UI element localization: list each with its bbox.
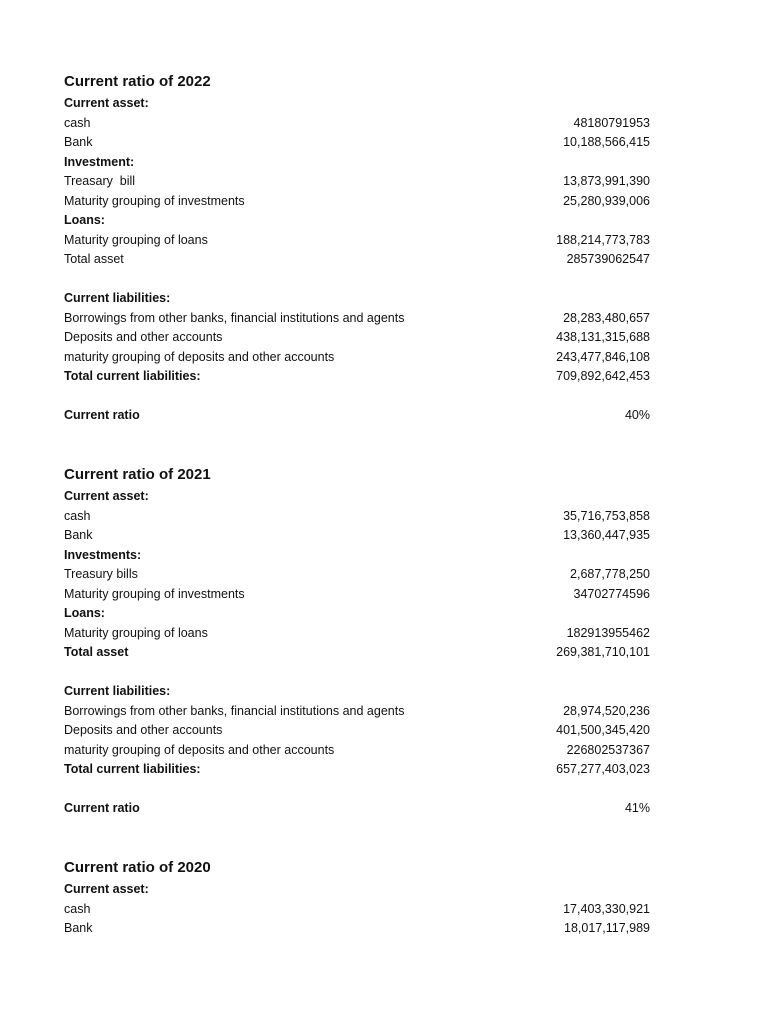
maturity-deposits-row (64, 741, 650, 761)
maturity-deposits-row (64, 348, 650, 368)
bank-row (64, 526, 650, 546)
current-asset-heading: Current asset: (64, 96, 149, 110)
treasury-value: 13,873,991,390 (563, 174, 650, 188)
bank-value: 10,188,566,415 (563, 135, 650, 149)
current-ratio-value: 41% (624, 801, 650, 815)
loans-heading: Loans: (64, 213, 105, 227)
treasury-label: Treasury bills (64, 567, 138, 581)
current-ratio-label: Current ratio (64, 801, 140, 815)
investment-heading: Investments: (64, 547, 142, 562)
maturity-deposits-value: 226802537367 (566, 742, 650, 757)
total-asset-value: 285739062547 (566, 252, 650, 266)
total-current-liabilities-label: Total current liabilities: (64, 762, 201, 776)
total-current-liabilities-value: 657,277,403,023 (556, 762, 650, 776)
deposits-row (64, 721, 650, 741)
bank-row (64, 919, 650, 939)
total-current-liabilities-row (64, 367, 650, 387)
maturity-loans-label: Maturity grouping of loans (64, 232, 208, 247)
maturity-deposits-label: maturity grouping of deposits and other accounts (64, 742, 335, 757)
current-ratio-value: 40% (624, 408, 650, 422)
bank-value: 18,017,117,989 (564, 921, 650, 935)
total-asset-row (64, 250, 650, 270)
current-liabilities-heading: Current liabilities: (64, 684, 171, 698)
borrowings-value: 28,974,520,236 (563, 703, 650, 718)
maturity-investments-value: 34702774596 (573, 586, 650, 601)
current-liabilities-heading: Current liabilities: (64, 291, 171, 305)
bank-label: Bank (64, 135, 93, 149)
deposits-value: 438,131,315,688 (556, 330, 650, 344)
maturity-deposits-label: maturity grouping of deposits and other accounts (64, 349, 335, 364)
maturity-investments-row (64, 192, 650, 212)
maturity-investments-row (64, 585, 650, 605)
total-asset-label: Total asset (64, 645, 129, 659)
treasury-row (64, 565, 650, 585)
total-asset-label: Total asset (64, 252, 124, 266)
section-title: Current ratio of 2022 (64, 73, 211, 90)
cash-value: 48180791953 (573, 115, 650, 130)
borrowings-label: Borrowings from other banks, financial institutions and agents (64, 310, 405, 325)
spacer (64, 270, 650, 290)
bank-value: 13,360,447,935 (563, 528, 650, 542)
section-2022 (64, 71, 650, 426)
investment-heading: Investment: (64, 154, 135, 169)
maturity-investments-value: 25,280,939,006 (563, 193, 650, 208)
section-title: Current ratio of 2021 (64, 466, 211, 483)
cash-label: cash (64, 115, 91, 130)
total-current-liabilities-row (64, 760, 650, 780)
cash-value: 35,716,753,858 (563, 508, 650, 523)
bank-label: Bank (64, 528, 93, 542)
cash-label: cash (64, 901, 91, 916)
deposits-row (64, 328, 650, 348)
section-title: Current ratio of 2020 (64, 859, 211, 876)
treasury-row (64, 172, 650, 192)
total-current-liabilities-label: Total current liabilities: (64, 369, 201, 383)
maturity-deposits-value: 243,477,846,108 (556, 349, 650, 364)
current-asset-heading: Current asset: (64, 489, 149, 503)
total-current-liabilities-value: 709,892,642,453 (556, 369, 650, 383)
maturity-loans-row (64, 231, 650, 251)
deposits-label: Deposits and other accounts (64, 330, 223, 344)
maturity-loans-label: Maturity grouping of loans (64, 625, 208, 640)
current-ratio-label: Current ratio (64, 408, 140, 422)
section-2021 (64, 464, 650, 819)
spacer (64, 387, 650, 407)
maturity-loans-value: 182913955462 (566, 625, 650, 640)
bank-label: Bank (64, 921, 93, 935)
deposits-label: Deposits and other accounts (64, 723, 223, 737)
cash-row (64, 507, 650, 527)
maturity-investments-label: Maturity grouping of investments (64, 586, 245, 601)
loans-heading: Loans: (64, 606, 105, 620)
borrowings-label: Borrowings from other banks, financial institutions and agents (64, 703, 405, 718)
borrowings-row (64, 309, 650, 329)
section-2020 (64, 857, 650, 939)
current-asset-heading: Current asset: (64, 882, 149, 896)
borrowings-row (64, 702, 650, 722)
borrowings-value: 28,283,480,657 (563, 310, 650, 325)
bank-row (64, 133, 650, 153)
deposits-value: 401,500,345,420 (556, 723, 650, 737)
current-ratio-row (64, 406, 650, 426)
cash-row (64, 900, 650, 920)
maturity-loans-value: 188,214,773,783 (556, 232, 650, 247)
current-ratio-row (64, 799, 650, 819)
total-asset-row (64, 643, 650, 663)
treasury-label: Treasary bill (64, 174, 136, 188)
treasury-value: 2,687,778,250 (570, 567, 650, 581)
cash-value: 17,403,330,921 (563, 901, 650, 916)
cash-label: cash (64, 508, 91, 523)
cash-row (64, 114, 650, 134)
maturity-investments-label: Maturity grouping of investments (64, 193, 245, 208)
spacer (64, 780, 650, 800)
spacer (64, 663, 650, 683)
total-asset-value: 269,381,710,101 (556, 645, 650, 659)
maturity-loans-row (64, 624, 650, 644)
